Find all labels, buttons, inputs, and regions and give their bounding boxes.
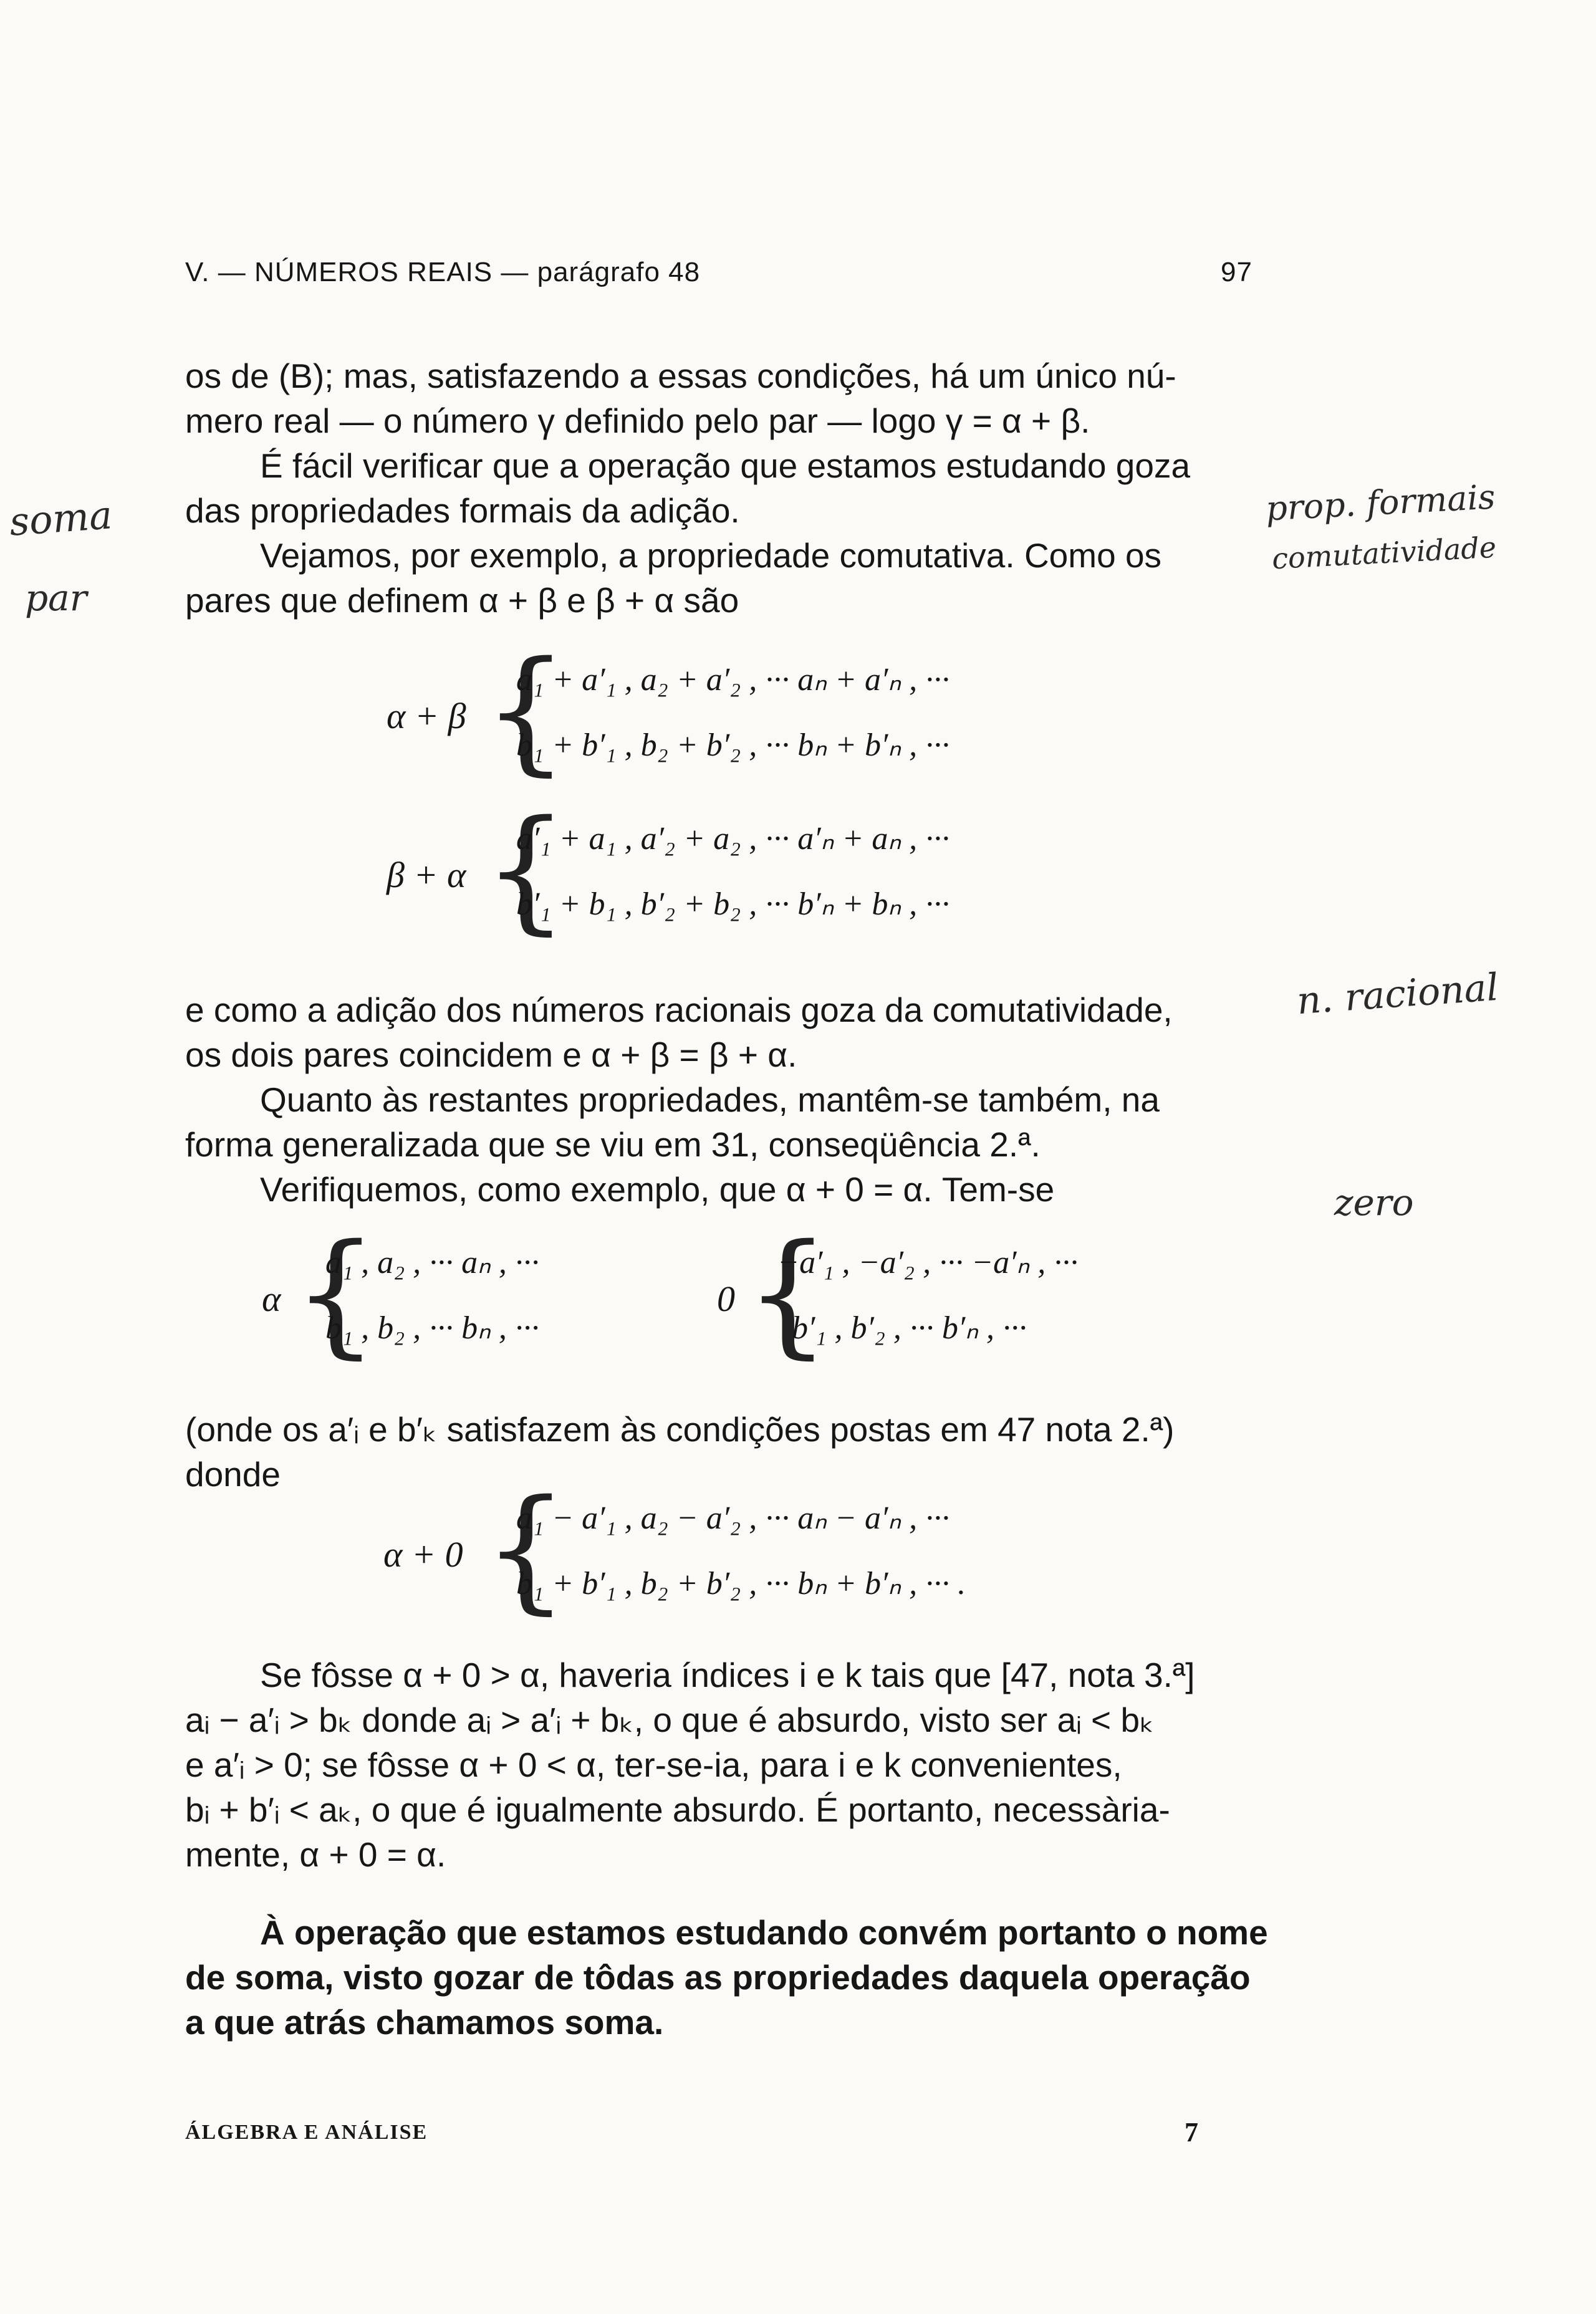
left-brace: { [483, 632, 569, 789]
text-line: forma generalizada que se viu em 31, conseqüência 2.ª. [185, 1125, 1041, 1164]
margin-note-n-racional: n. racional [1295, 965, 1500, 1024]
display-row: b′₁ , b′₂ , ··· b′ₙ , ··· [792, 1310, 1027, 1346]
display-row: b₁ + b′₁ , b₂ + b′₂ , ··· bₙ + b′ₙ , ··· . [516, 1566, 966, 1601]
display-row: a₁ , a₂ , ··· aₙ , ··· [325, 1245, 539, 1280]
display-row: a′₁ + a₁ , a′₂ + a₂ , ··· a′ₙ + aₙ , ··· [516, 821, 950, 857]
display-row: a₁ + a′₁ , a₂ + a′₂ , ··· aₙ + a′ₙ , ··· [516, 662, 950, 698]
margin-note-soma: soma [7, 492, 114, 545]
margin-note-zero: zero [1334, 1181, 1414, 1224]
text-line: os dois pares coincidem e α + β = β + α. [185, 1035, 797, 1074]
text-line: mero real — o número γ definido pelo par — logo γ = α + β. [185, 401, 1090, 440]
margin-note-par: par [25, 577, 87, 619]
text-line: das propriedades formais da adição. [185, 491, 740, 530]
display-row: a₁ − a′₁ , a₂ − a′₂ , ··· aₙ − a′ₙ , ··· [516, 1500, 950, 1536]
text-line: mente, α + 0 = α. [185, 1835, 446, 1874]
text-line: (onde os a′ᵢ e b′ₖ satisfazem às condições postas em 47 nota 2.ª) [185, 1410, 1175, 1449]
display-label: 0 [717, 1279, 735, 1319]
text-line: bᵢ + b′ᵢ < aₖ, o que é igualmente absurdo. É portanto, necessària- [185, 1790, 1170, 1829]
display-label: α [262, 1279, 281, 1319]
text-line: pares que definem α + β e β + α são [185, 581, 739, 620]
display-row: −a′₁ , −a′₂ , ··· −a′ₙ , ··· [777, 1245, 1079, 1280]
text-line: Se fôsse α + 0 > α, haveria índices i e k tais que [47, nota 3.ª] [260, 1656, 1195, 1694]
left-brace: { [745, 1215, 830, 1371]
text-line: Quanto às restantes propriedades, mantêm-se também, na [260, 1080, 1160, 1119]
running-head: V. — NÚMEROS REAIS — parágrafo 48 [185, 257, 701, 287]
display-alpha-plus-beta [374, 632, 1091, 789]
display-label: β + α [387, 855, 466, 895]
footer-title: ÁLGEBRA E ANÁLISE [185, 2121, 428, 2144]
left-brace: { [483, 1471, 569, 1627]
text-line: Verifiquemos, como exemplo, que α + 0 = α. Tem-se [260, 1170, 1055, 1209]
text-line: a que atrás chamamos soma. [185, 2003, 664, 2042]
display-row: b₁ , b₂ , ··· bₙ , ··· [325, 1310, 539, 1346]
display-label: α + 0 [383, 1534, 463, 1575]
margin-note-prop-formais: prop. formais [1264, 477, 1496, 529]
footer-signature: 7 [1185, 2117, 1199, 2148]
text-line: e a′ᵢ > 0; se fôsse α + 0 < α, ter-se-ia, para i e k convenientes, [185, 1745, 1122, 1784]
display-row: b′₁ + b₁ , b′₂ + b₂ , ··· b′ₙ + bₙ , ··· [516, 886, 950, 922]
text-line: aᵢ − a′ᵢ > bₖ donde aᵢ > a′ᵢ + bₖ, o que é absurdo, visto ser aᵢ < bₖ [185, 1701, 1155, 1739]
text-line: os de (B); mas, satisfazendo a essas condições, há um único nú- [185, 357, 1176, 395]
text-line: À operação que estamos estudando convém portanto o nome [260, 1913, 1268, 1952]
display-beta-plus-alpha [374, 791, 1091, 948]
display-alpha-plus-zero [374, 1471, 1091, 1627]
margin-note-comutatividade: comutatividade [1271, 530, 1497, 576]
text-line: Vejamos, por exemplo, a propriedade comutativa. Como os [260, 536, 1162, 575]
display-alpha [249, 1215, 636, 1371]
text-line: É fácil verificar que a operação que estamos estudando goza [260, 446, 1191, 485]
display-label: α + β [387, 696, 466, 736]
display-zero [708, 1215, 1206, 1371]
page-number: 97 [1221, 257, 1252, 287]
text-line: donde [185, 1455, 281, 1494]
left-brace: { [483, 791, 569, 948]
left-brace: { [293, 1215, 378, 1371]
display-row: b₁ + b′₁ , b₂ + b′₂ , ··· bₙ + b′ₙ , ··· [516, 727, 950, 763]
text-line: e como a adição dos números racionais goza da comutatividade, [185, 991, 1173, 1029]
text-line: de soma, visto gozar de tôdas as propriedades daquela operação [185, 1958, 1251, 1997]
